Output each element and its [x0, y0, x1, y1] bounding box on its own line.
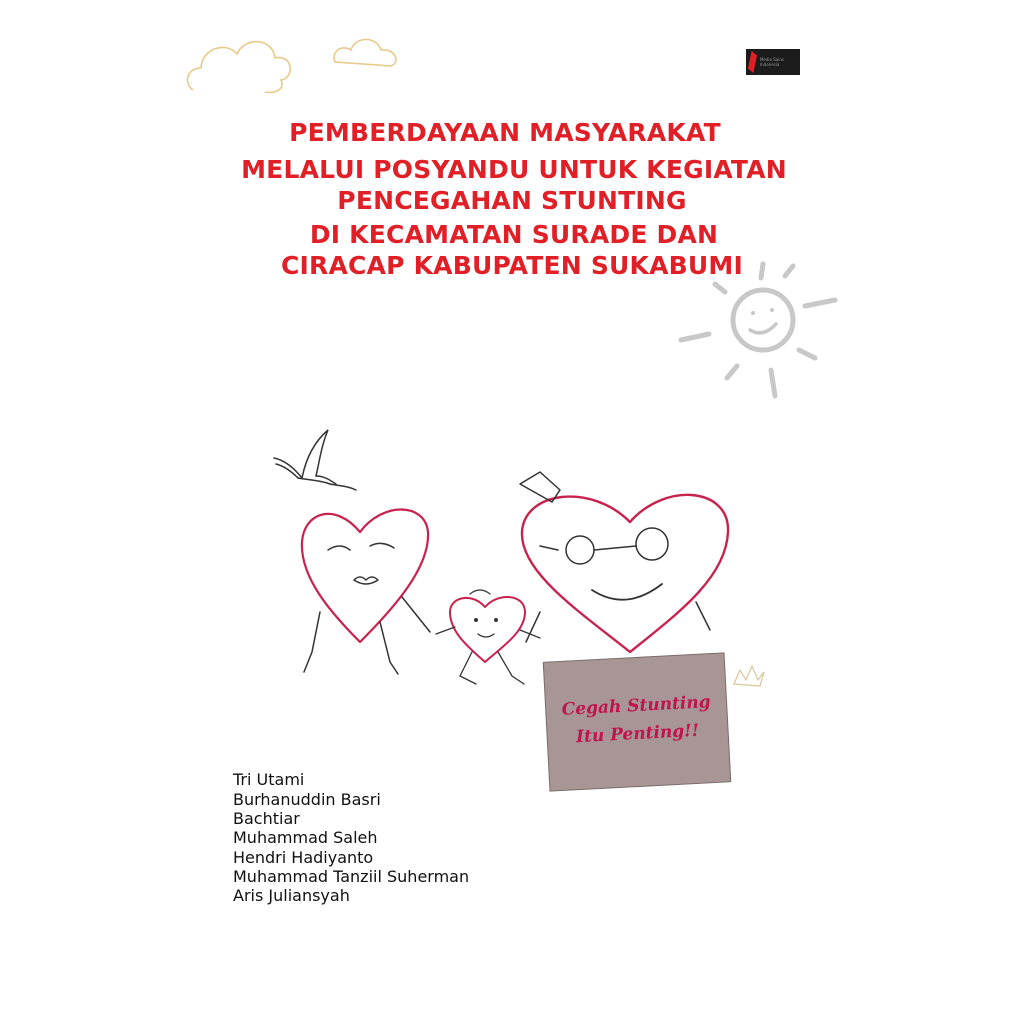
heart-family-illustration — [290, 462, 730, 687]
author-name: Bachtiar — [233, 809, 300, 828]
title-line-4: DI KECAMATAN SURADE DAN — [309, 220, 719, 249]
author-name: Muhammad Tanziil Suherman — [233, 867, 470, 886]
mother-heart — [302, 510, 428, 643]
child-heart — [450, 597, 525, 662]
title-line-1: PEMBERDAYAAN MASYARAKAT — [289, 118, 721, 147]
title-line-3: PENCEGAHAN STUNTING — [337, 186, 687, 215]
title-line-5: CIRACAP KABUPATEN SUKABUMI — [281, 251, 743, 280]
author-name: Muhammad Saleh — [233, 828, 378, 847]
publisher-logo — [746, 49, 800, 75]
publisher-logo-text: Media Sains Indonesia — [759, 57, 784, 67]
title-line-2: MELALUI POSYANDU UNTUK KEGIATAN — [241, 155, 787, 184]
author-name: Burhanuddin Basri — [233, 790, 381, 809]
clouds-doodle — [185, 28, 405, 103]
sign-line-2: Itu Penting!! — [575, 720, 700, 748]
author-name: Tri Utami — [233, 770, 305, 789]
smiling-sun-icon — [675, 258, 840, 403]
author-name: Aris Juliansyah — [233, 886, 350, 905]
author-name: Hendri Hadiyanto — [233, 848, 374, 867]
crown-doodle — [732, 662, 766, 690]
father-heart — [522, 495, 728, 652]
cegah-stunting-sign — [544, 653, 730, 790]
quill-icon — [748, 51, 757, 73]
sign-line-1: Cegah Stunting — [561, 692, 712, 720]
